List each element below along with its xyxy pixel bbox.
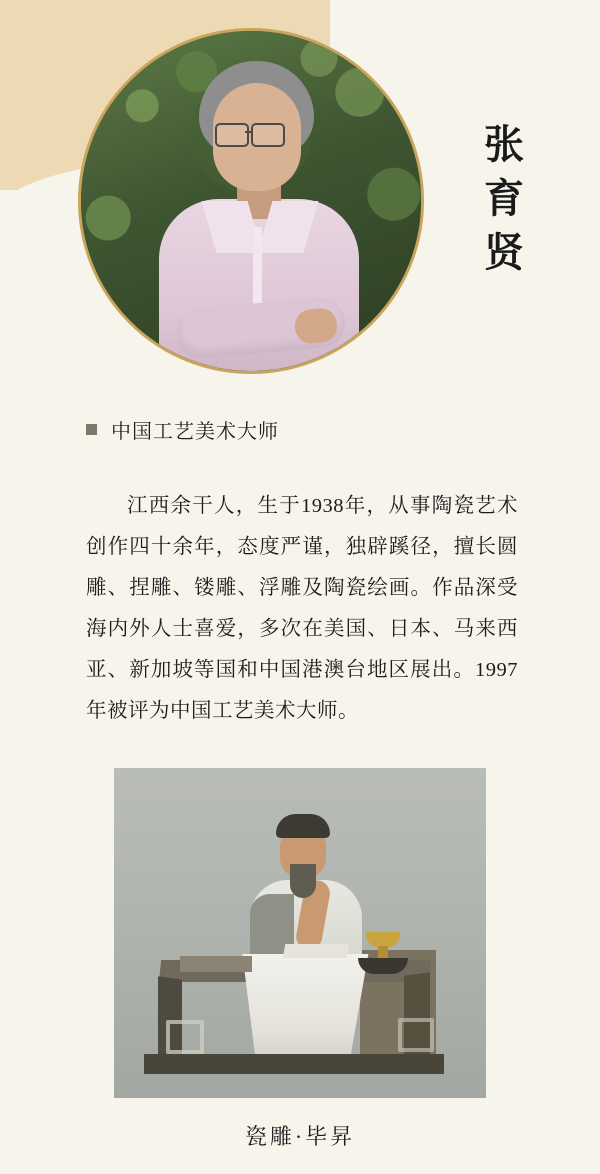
biography-paragraph: 江西余干人，生于1938年，从事陶瓷艺术创作四十余年，态度严谨，独辟蹊径，擅长圆雕、捏雕、镂雕、浮雕及陶瓷绘画。作品深受海内外人士喜爱，多次在美国、日本、马来西亚、新加坡等国和中国港澳台地区展出。1997年被评为中国工艺美术大师。 [86, 495, 518, 722]
portrait-photo [78, 28, 424, 374]
artwork-figure-cap [276, 814, 330, 838]
title-char-3: 贤 [484, 230, 526, 275]
glasses-lens-right-icon [251, 123, 285, 147]
artwork-cup-stem [378, 946, 388, 958]
artwork-type-blocks [180, 956, 252, 972]
portrait-image [81, 31, 421, 371]
artwork-fret-pattern-right [398, 1018, 434, 1052]
artwork-table-cloth [234, 954, 374, 1066]
subtitle [86, 415, 279, 444]
subtitle-label: 中国工艺美术大师 [111, 421, 279, 443]
artwork-fret-pattern-left [166, 1020, 204, 1054]
ceramic-sculpture-photo [114, 768, 486, 1098]
page-title [470, 118, 540, 280]
glasses-bridge-icon [245, 131, 253, 133]
square-bullet-icon [86, 424, 97, 435]
artwork-book [283, 944, 349, 958]
artwork-caption: 瓷雕·毕昇 [244, 1124, 356, 1149]
artwork-base [144, 1054, 444, 1074]
glasses-lens-left-icon [215, 123, 249, 147]
title-char-1: 张 [484, 122, 526, 167]
title-char-2: 育 [484, 176, 526, 221]
artwork-figure-beard [290, 864, 316, 898]
